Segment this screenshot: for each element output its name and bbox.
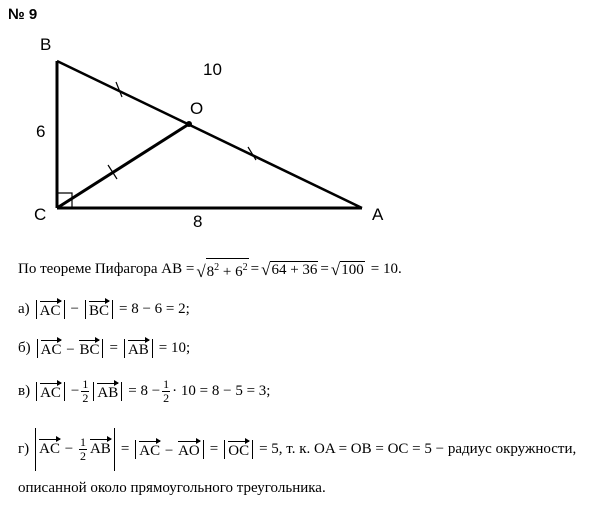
operator: − — [164, 443, 174, 459]
vector-ac: AC — [139, 443, 161, 459]
label-bc-length: 6 — [36, 122, 46, 141]
item-b — [18, 339, 190, 358]
operator: − — [64, 440, 74, 457]
label-a: A — [372, 205, 384, 224]
item-result: = 8 − 6 = 2; — [118, 301, 190, 317]
fraction-half: $\frac{1}{2}$ — [79, 435, 86, 463]
pythagoras-prefix: По теореме Пифагора AB = — [18, 260, 195, 277]
operator: − — [66, 342, 75, 358]
operator: − — [70, 383, 80, 399]
triangle-diagram — [0, 0, 600, 240]
item-label: г) — [18, 441, 30, 457]
vector-ab: AB — [127, 342, 149, 358]
median-co — [57, 124, 189, 208]
equals: = — [209, 441, 219, 457]
label-b: B — [40, 35, 52, 54]
sqrt-1: √ $8^2 + 6^2$ — [196, 258, 248, 280]
operator: − — [70, 301, 79, 317]
vector-ab: AB — [89, 440, 111, 457]
continuation-text: описанной около прямоугольного треугольника. — [18, 480, 326, 496]
item-result: = 10; — [158, 340, 191, 356]
term: 8 — [206, 264, 215, 280]
equals: = — [109, 340, 118, 356]
fraction-half: $\frac{1}{2}$ — [82, 377, 89, 405]
vector-bc: BC — [88, 303, 109, 319]
vector-ac: AC — [40, 342, 62, 358]
term: 6 — [235, 264, 243, 280]
label-ca-length: 8 — [193, 212, 203, 231]
equals: = — [320, 260, 329, 277]
item-d — [18, 428, 576, 471]
vector-bc: BC — [79, 342, 100, 358]
exponent: 2 — [242, 262, 248, 273]
item-label: в) — [18, 383, 31, 399]
item-result: · 10 = 8 − 5 = 3; — [172, 383, 271, 399]
label-o: O — [190, 99, 204, 118]
pythagoras-line — [18, 258, 402, 280]
exponent: 2 — [214, 262, 220, 273]
item-label: б) — [18, 340, 31, 356]
sqrt-3: √ 100 — [330, 259, 364, 279]
vector-ab: AB — [97, 385, 119, 401]
point-o — [186, 121, 192, 127]
equation-middle: = 8 − — [128, 383, 161, 399]
equals: = — [250, 260, 260, 277]
vector-ac: AC — [40, 385, 61, 401]
operator: + — [222, 264, 232, 280]
continuation-line — [18, 480, 326, 497]
fraction-half: $\frac{1}{2}$ — [163, 377, 170, 405]
item-a — [18, 300, 190, 319]
sqrt-2: √ 64 + 36 — [261, 259, 318, 279]
vector-ao: AO — [178, 443, 200, 459]
side-ab — [57, 61, 362, 208]
item-result: = 5, т. к. OA = OB = OC = 5 − радиус окружности, — [259, 441, 577, 457]
pythagoras-result: = 10. — [370, 260, 402, 277]
problem-number: № 9 — [8, 6, 38, 23]
vector-ac: AC — [39, 303, 61, 319]
equals: = — [120, 441, 130, 457]
vector-oc: OC — [228, 443, 250, 459]
item-c — [18, 378, 270, 405]
label-c: C — [34, 205, 47, 224]
vector-ac: AC — [39, 440, 60, 457]
item-label: а) — [18, 301, 30, 317]
label-ab-length: 10 — [203, 60, 222, 79]
